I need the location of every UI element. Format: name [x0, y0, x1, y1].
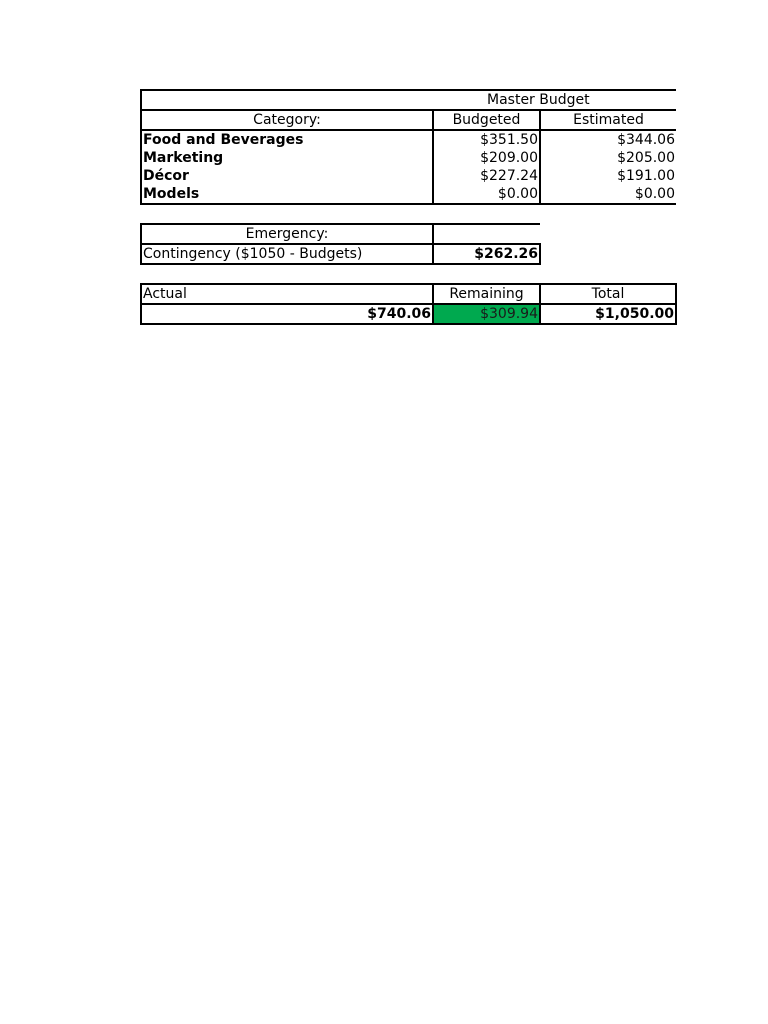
- budget-table: [140, 89, 677, 325]
- budgeted-cell[interactable]: $351.50: [433, 130, 540, 149]
- table-row: [141, 130, 676, 149]
- summary-header-row: [141, 284, 676, 304]
- category-cell[interactable]: Models: [141, 185, 433, 204]
- title-blank-cell[interactable]: [141, 90, 433, 110]
- contingency-label[interactable]: Contingency ($1050 - Budgets): [141, 244, 433, 264]
- spacer-row: [141, 204, 676, 224]
- remaining-value[interactable]: $309.94: [433, 304, 540, 324]
- spreadsheet-page: [140, 89, 680, 325]
- table-row: [141, 167, 676, 185]
- estimated-cell[interactable]: $0.00: [540, 185, 676, 204]
- table-row: [141, 149, 676, 167]
- contingency-row: [141, 244, 676, 264]
- total-value[interactable]: $1,050.00: [540, 304, 676, 324]
- budgeted-cell[interactable]: $227.24: [433, 167, 540, 185]
- master-budget-title-row: [141, 90, 676, 110]
- master-budget-header-row: [141, 110, 676, 130]
- category-cell[interactable]: Food and Beverages: [141, 130, 433, 149]
- actual-header[interactable]: Actual: [141, 284, 433, 304]
- spacer-row: [141, 264, 676, 284]
- summary-values-row: [141, 304, 676, 324]
- emergency-blank-cell[interactable]: [433, 224, 540, 244]
- emergency-header-row: [141, 224, 676, 244]
- remaining-header[interactable]: Remaining: [433, 284, 540, 304]
- category-header[interactable]: Category:: [141, 110, 433, 130]
- total-header[interactable]: Total: [540, 284, 676, 304]
- table-row: [141, 185, 676, 204]
- estimated-cell[interactable]: $205.00: [617, 150, 675, 166]
- master-budget-title[interactable]: Master Budget: [433, 90, 676, 110]
- contingency-value[interactable]: $262.26: [433, 244, 540, 264]
- estimated-header[interactable]: Estimated: [540, 110, 676, 130]
- emergency-header[interactable]: Emergency:: [141, 224, 433, 244]
- category-cell[interactable]: Marketing: [141, 149, 433, 167]
- budgeted-header[interactable]: Budgeted: [433, 110, 540, 130]
- estimated-cell[interactable]: $191.00: [617, 168, 675, 184]
- budgeted-cell[interactable]: $0.00: [433, 185, 540, 204]
- budgeted-cell[interactable]: $209.00: [433, 149, 540, 167]
- category-cell[interactable]: Décor: [141, 167, 433, 185]
- estimated-cell[interactable]: $344.06: [617, 132, 675, 148]
- actual-value[interactable]: $740.06: [141, 304, 433, 324]
